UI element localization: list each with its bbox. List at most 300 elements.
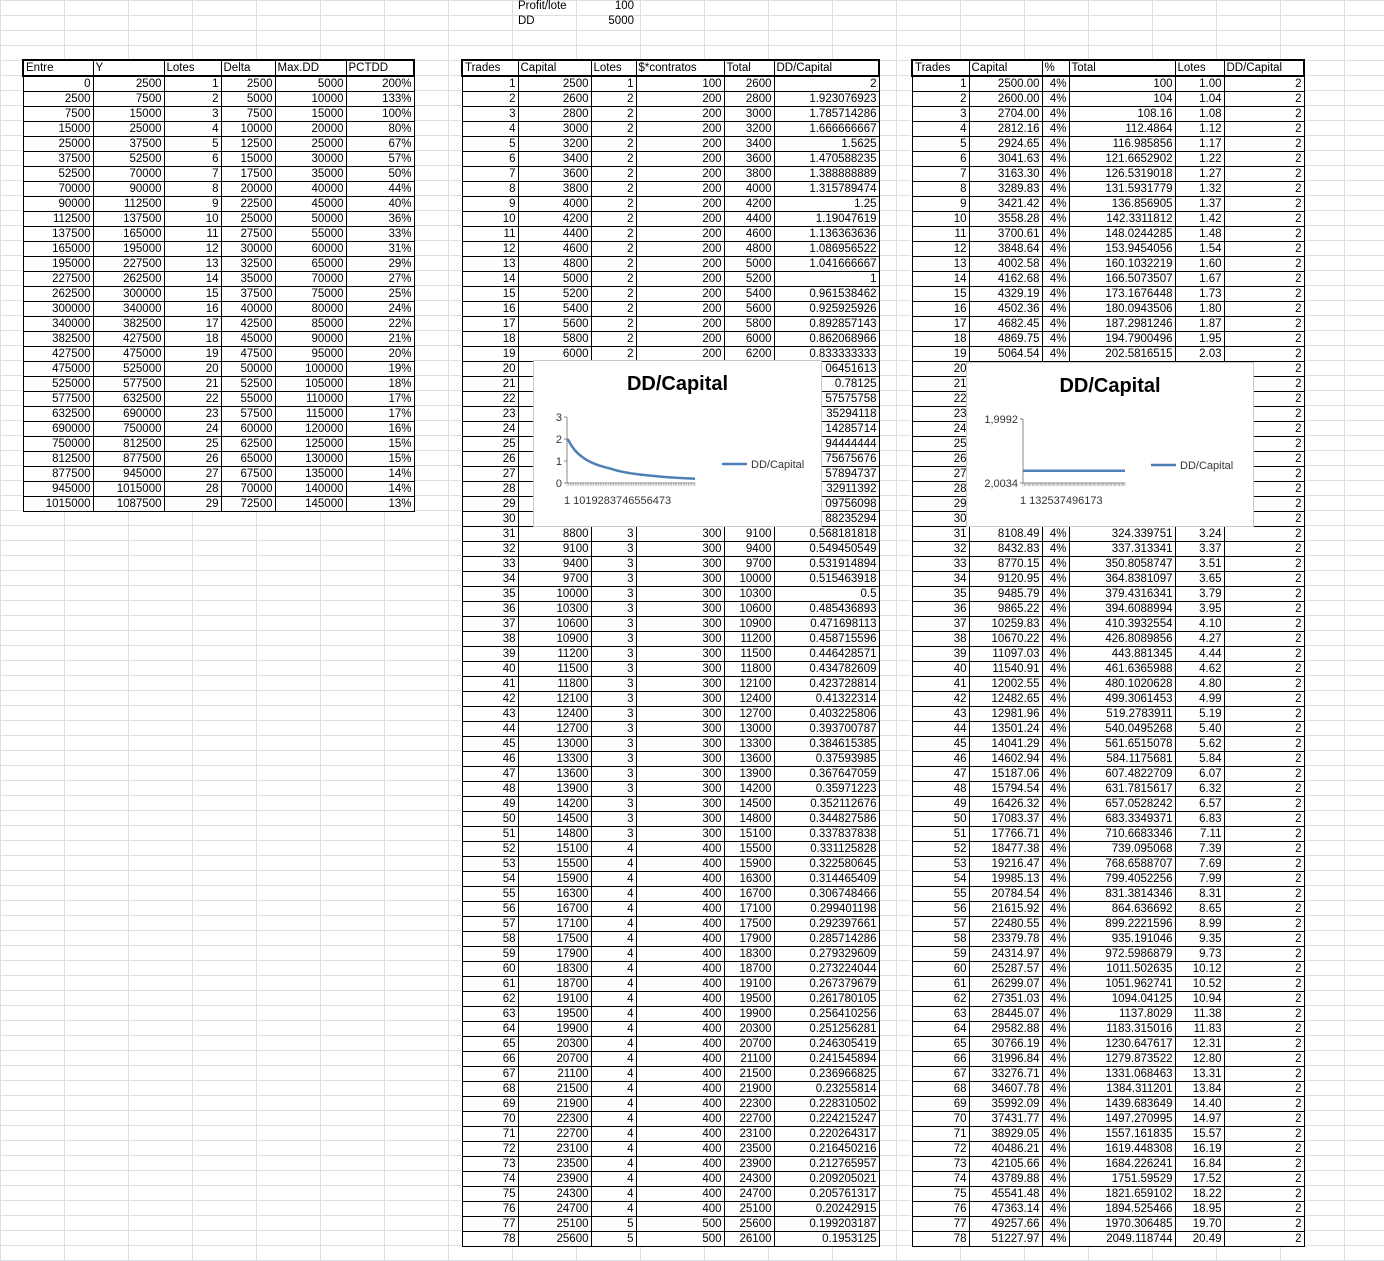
percent-table-cell[interactable]: 2	[1224, 707, 1304, 722]
lots-table-cell[interactable]: 40000	[275, 182, 346, 197]
lots-table-cell[interactable]: 85000	[275, 317, 346, 332]
trades-table-cell[interactable]: 400	[636, 1127, 724, 1142]
percent-table-cell[interactable]: 4%	[1042, 602, 1069, 617]
trades-table-cell[interactable]: 0.5	[774, 587, 879, 602]
percent-table-cell[interactable]: 25	[912, 437, 969, 452]
lots-table-cell[interactable]: 15000	[93, 107, 164, 122]
percent-table-cell[interactable]: 4%	[1042, 857, 1069, 872]
trades-table-cell[interactable]: 400	[636, 947, 724, 962]
trades-table-cell[interactable]: 19100	[724, 977, 774, 992]
percent-table-cell[interactable]: 11	[912, 227, 969, 242]
percent-table-cell[interactable]: 47	[912, 767, 969, 782]
lots-table-cell[interactable]: 31%	[346, 242, 414, 257]
percent-table-cell[interactable]: 4329.19	[969, 287, 1042, 302]
trades-table-cell[interactable]: 57894737	[774, 467, 879, 482]
trades-table-cell[interactable]: 200	[636, 257, 724, 272]
trades-table-cell[interactable]: 200	[636, 107, 724, 122]
lots-table-cell[interactable]: 65000	[275, 257, 346, 272]
lots-table-cell[interactable]: 27%	[346, 272, 414, 287]
percent-table-cell[interactable]: 19216.47	[969, 857, 1042, 872]
trades-table-cell[interactable]: 16300	[724, 872, 774, 887]
trades-table-cell[interactable]: 1.923076923	[774, 92, 879, 107]
trades-table-cell[interactable]: 100	[636, 76, 724, 92]
percent-table-cell[interactable]: 2	[1224, 257, 1304, 272]
percent-table-cell[interactable]: 2	[1224, 197, 1304, 212]
trades-table-cell[interactable]: 1.785714286	[774, 107, 879, 122]
trades-table-cell[interactable]: 0.458715596	[774, 632, 879, 647]
lots-table-cell[interactable]: 475000	[23, 362, 93, 377]
trades-table-cell[interactable]: 5	[591, 1217, 636, 1232]
lots-table-cell[interactable]: 45000	[221, 332, 275, 347]
trades-table-cell[interactable]: 4600	[724, 227, 774, 242]
percent-table-cell[interactable]: 36	[912, 602, 969, 617]
percent-table-cell[interactable]: 2.03	[1175, 347, 1224, 362]
percent-table-cell[interactable]: 43789.88	[969, 1172, 1042, 1187]
trades-table-cell[interactable]: 2	[591, 167, 636, 182]
lots-table-cell[interactable]: 15000	[275, 107, 346, 122]
trades-table-cell[interactable]: 1.470588235	[774, 152, 879, 167]
percent-table-cell[interactable]: 4%	[1042, 797, 1069, 812]
trades-table-cell[interactable]: 13900	[724, 767, 774, 782]
percent-table-cell[interactable]: 14.97	[1175, 1112, 1224, 1127]
lots-table-cell[interactable]: 24	[164, 422, 221, 437]
trades-table-cell[interactable]: 44	[462, 722, 518, 737]
trades-table-cell[interactable]: 5600	[518, 317, 591, 332]
trades-table-cell[interactable]: 1.086956522	[774, 242, 879, 257]
percent-table-cell[interactable]: 1.37	[1175, 197, 1224, 212]
lots-table-cell[interactable]: 62500	[221, 437, 275, 452]
param-value-dd[interactable]: 5000	[608, 15, 634, 27]
lots-table-cell[interactable]: 44%	[346, 182, 414, 197]
trades-table-cell[interactable]: 400	[636, 1067, 724, 1082]
trades-table-cell[interactable]: 5200	[518, 287, 591, 302]
percent-table-cell[interactable]: 2	[1224, 542, 1304, 557]
percent-table-cell[interactable]: 24	[912, 422, 969, 437]
trades-table-cell[interactable]: 16700	[724, 887, 774, 902]
trades-table-cell[interactable]: 2	[591, 257, 636, 272]
trades-table-cell[interactable]: 0.41322314	[774, 692, 879, 707]
trades-table-cell[interactable]: 4	[591, 1157, 636, 1172]
percent-table-cell[interactable]: 148.0244285	[1069, 227, 1175, 242]
percent-table-cell[interactable]: 2	[1224, 377, 1304, 392]
percent-table-cell[interactable]: 2924.65	[969, 137, 1042, 152]
lots-table-cell[interactable]: 110000	[275, 392, 346, 407]
percent-table-cell[interactable]: 2	[1224, 857, 1304, 872]
percent-table-cell[interactable]: 1279.873522	[1069, 1052, 1175, 1067]
percent-table-cell[interactable]: 2	[1224, 677, 1304, 692]
trades-table-cell[interactable]: 42	[462, 692, 518, 707]
percent-table-cell[interactable]: 35992.09	[969, 1097, 1042, 1112]
percent-table-cell[interactable]: 60	[912, 962, 969, 977]
trades-table-cell[interactable]: 25600	[724, 1217, 774, 1232]
lots-table-cell[interactable]: 15%	[346, 437, 414, 452]
percent-table-cell[interactable]: 3.37	[1175, 542, 1224, 557]
percent-table-header-cell[interactable]: Capital	[969, 60, 1042, 76]
trades-table-cell[interactable]: 70	[462, 1112, 518, 1127]
lots-table-cell[interactable]: 37500	[23, 152, 93, 167]
lots-table-cell[interactable]: 2500	[221, 76, 275, 92]
percent-table-cell[interactable]: 4%	[1042, 1052, 1069, 1067]
percent-table-cell[interactable]: 116.985856	[1069, 137, 1175, 152]
trades-table-cell[interactable]: 3600	[724, 152, 774, 167]
trades-table-cell[interactable]: 5600	[724, 302, 774, 317]
trades-table-header-cell[interactable]: Trades	[462, 60, 518, 76]
percent-table-cell[interactable]: 7	[912, 167, 969, 182]
percent-table-cell[interactable]: 4%	[1042, 1112, 1069, 1127]
percent-table-cell[interactable]: 2	[1224, 647, 1304, 662]
trades-table-cell[interactable]: 19	[462, 347, 518, 362]
lots-table-cell[interactable]: 100%	[346, 107, 414, 122]
trades-table-cell[interactable]: 200	[636, 152, 724, 167]
trades-table-cell[interactable]: 1.041666667	[774, 257, 879, 272]
percent-table-cell[interactable]: 20.49	[1175, 1232, 1224, 1247]
percent-table-cell[interactable]: 2	[1224, 602, 1304, 617]
trades-table-cell[interactable]: 400	[636, 977, 724, 992]
trades-table-cell[interactable]: 2	[591, 107, 636, 122]
trades-table-cell[interactable]: 67	[462, 1067, 518, 1082]
percent-table-cell[interactable]: 12.80	[1175, 1052, 1224, 1067]
percent-table-cell[interactable]: 11097.03	[969, 647, 1042, 662]
trades-table-cell[interactable]: 36	[462, 602, 518, 617]
lots-table-cell[interactable]: 18%	[346, 377, 414, 392]
percent-table-cell[interactable]: 4%	[1042, 737, 1069, 752]
percent-table-cell[interactable]: 2	[1224, 617, 1304, 632]
trades-table-cell[interactable]: 4	[591, 1007, 636, 1022]
trades-table-cell[interactable]: 47	[462, 767, 518, 782]
percent-table-cell[interactable]: 4%	[1042, 1097, 1069, 1112]
trades-table-cell[interactable]: 2	[591, 317, 636, 332]
lots-table-cell[interactable]: 140000	[275, 482, 346, 497]
trades-table-cell[interactable]: 300	[636, 767, 724, 782]
trades-table-cell[interactable]: 0.216450216	[774, 1142, 879, 1157]
lots-table-cell[interactable]: 5	[164, 137, 221, 152]
trades-table-cell[interactable]: 400	[636, 962, 724, 977]
percent-table-header-cell[interactable]: %	[1042, 60, 1069, 76]
lots-table-cell[interactable]: 15	[164, 287, 221, 302]
lots-table-cell[interactable]: 1015000	[23, 497, 93, 512]
trades-table-cell[interactable]: 23900	[724, 1157, 774, 1172]
percent-table-cell[interactable]: 2	[1224, 737, 1304, 752]
percent-table-cell[interactable]: 426.8089856	[1069, 632, 1175, 647]
percent-table-cell[interactable]: 15	[912, 287, 969, 302]
trades-table-cell[interactable]: 200	[636, 242, 724, 257]
percent-table-cell[interactable]: 4%	[1042, 962, 1069, 977]
percent-table-cell[interactable]: 8432.83	[969, 542, 1042, 557]
lots-table-cell[interactable]: 6	[164, 152, 221, 167]
lots-table-cell[interactable]: 14	[164, 272, 221, 287]
lots-table-cell[interactable]: 632500	[23, 407, 93, 422]
trades-table-cell[interactable]: 41	[462, 677, 518, 692]
lots-table-cell[interactable]: 20000	[221, 182, 275, 197]
percent-table-cell[interactable]: 51227.97	[969, 1232, 1042, 1247]
percent-table-cell[interactable]: 202.5816515	[1069, 347, 1175, 362]
trades-table-cell[interactable]: 0.228310502	[774, 1097, 879, 1112]
trades-table-cell[interactable]: 4	[591, 1052, 636, 1067]
percent-table-cell[interactable]: 4%	[1042, 167, 1069, 182]
trades-table-cell[interactable]: 2	[774, 76, 879, 92]
trades-table-cell[interactable]: 4	[591, 1082, 636, 1097]
percent-table-cell[interactable]: 45	[912, 737, 969, 752]
percent-table-cell[interactable]: 29	[912, 497, 969, 512]
percent-table-cell[interactable]: 7.39	[1175, 842, 1224, 857]
trades-table-cell[interactable]: 0.292397661	[774, 917, 879, 932]
trades-table-cell[interactable]: 2	[591, 287, 636, 302]
percent-table-cell[interactable]: 4	[912, 122, 969, 137]
trades-table-cell[interactable]: 18300	[518, 962, 591, 977]
trades-table-cell[interactable]: 4200	[518, 212, 591, 227]
percent-table-cell[interactable]: 9865.22	[969, 602, 1042, 617]
trades-table-cell[interactable]: 200	[636, 347, 724, 362]
percent-table-cell[interactable]: 55	[912, 887, 969, 902]
trades-table-cell[interactable]: 25100	[724, 1202, 774, 1217]
percent-table-cell[interactable]: 10.94	[1175, 992, 1224, 1007]
percent-table-cell[interactable]: 410.3932554	[1069, 617, 1175, 632]
percent-table-cell[interactable]: 5.84	[1175, 752, 1224, 767]
percent-table-cell[interactable]: 11540.91	[969, 662, 1042, 677]
percent-table-cell[interactable]: 1.60	[1175, 257, 1224, 272]
trades-table-cell[interactable]: 5400	[724, 287, 774, 302]
lots-table-cell[interactable]: 130000	[275, 452, 346, 467]
trades-table-cell[interactable]: 53	[462, 857, 518, 872]
percent-table-cell[interactable]: 34	[912, 572, 969, 587]
trades-table-cell[interactable]: 16700	[518, 902, 591, 917]
trades-table-cell[interactable]: 4	[591, 1067, 636, 1082]
trades-table-cell[interactable]: 3	[591, 812, 636, 827]
trades-table-cell[interactable]: 4000	[724, 182, 774, 197]
percent-table-cell[interactable]: 4%	[1042, 887, 1069, 902]
percent-table-cell[interactable]: 2	[1224, 962, 1304, 977]
trades-table-cell[interactable]: 4	[591, 1172, 636, 1187]
trades-table-cell[interactable]: 3	[591, 707, 636, 722]
trades-table-cell[interactable]: 17100	[724, 902, 774, 917]
trades-table-cell[interactable]: 21900	[724, 1082, 774, 1097]
trades-table-cell[interactable]: 19500	[518, 1007, 591, 1022]
percent-table-cell[interactable]: 4%	[1042, 527, 1069, 542]
trades-table-cell[interactable]: 400	[636, 887, 724, 902]
lots-table-cell[interactable]: 26	[164, 452, 221, 467]
percent-table-header-cell[interactable]: Lotes	[1175, 60, 1224, 76]
percent-table-cell[interactable]: 4%	[1042, 752, 1069, 767]
percent-table-cell[interactable]: 47363.14	[969, 1202, 1042, 1217]
percent-table-cell[interactable]: 1439.683649	[1069, 1097, 1175, 1112]
lots-table-cell[interactable]: 133%	[346, 92, 414, 107]
percent-table-cell[interactable]: 37431.77	[969, 1112, 1042, 1127]
lots-table-cell[interactable]: 90000	[23, 197, 93, 212]
percent-table-cell[interactable]: 17083.37	[969, 812, 1042, 827]
trades-table-cell[interactable]: 300	[636, 527, 724, 542]
lots-table-cell[interactable]: 20000	[275, 122, 346, 137]
percent-table-cell[interactable]: 4%	[1042, 992, 1069, 1007]
trades-table-cell[interactable]: 23100	[518, 1142, 591, 1157]
percent-table-cell[interactable]: 26	[912, 452, 969, 467]
lots-table-cell[interactable]: 227500	[93, 257, 164, 272]
percent-table-cell[interactable]: 50	[912, 812, 969, 827]
trades-table-cell[interactable]: 10000	[518, 587, 591, 602]
lots-table-cell[interactable]: 2	[164, 92, 221, 107]
trades-table-cell[interactable]: 0.261780105	[774, 992, 879, 1007]
percent-table-cell[interactable]: 499.3061453	[1069, 692, 1175, 707]
trades-table-cell[interactable]: 3	[591, 572, 636, 587]
percent-table-cell[interactable]: 2	[1224, 842, 1304, 857]
percent-table-cell[interactable]: 136.856905	[1069, 197, 1175, 212]
percent-table-cell[interactable]: 51	[912, 827, 969, 842]
percent-table-cell[interactable]: 56	[912, 902, 969, 917]
percent-table-cell[interactable]: 1557.161835	[1069, 1127, 1175, 1142]
trades-table-cell[interactable]: 65	[462, 1037, 518, 1052]
percent-table-cell[interactable]: 3421.42	[969, 197, 1042, 212]
percent-table-cell[interactable]: 11.38	[1175, 1007, 1224, 1022]
trades-table-cell[interactable]: 57	[462, 917, 518, 932]
lots-table-cell[interactable]: 17%	[346, 392, 414, 407]
lots-table-cell[interactable]: 65000	[221, 452, 275, 467]
percent-table-cell[interactable]: 31	[912, 527, 969, 542]
lots-table-cell[interactable]: 21%	[346, 332, 414, 347]
trades-table-cell[interactable]: 13300	[518, 752, 591, 767]
trades-table-cell[interactable]: 22700	[724, 1112, 774, 1127]
trades-table-cell[interactable]: 09756098	[774, 497, 879, 512]
percent-table-cell[interactable]: 4%	[1042, 902, 1069, 917]
percent-table-cell[interactable]: 3163.30	[969, 167, 1042, 182]
percent-table-cell[interactable]: 4.27	[1175, 632, 1224, 647]
trades-table-cell[interactable]: 300	[636, 722, 724, 737]
trades-table-cell[interactable]: 5	[462, 137, 518, 152]
trades-table-cell[interactable]: 3	[591, 557, 636, 572]
trades-table-cell[interactable]: 50	[462, 812, 518, 827]
percent-table-cell[interactable]: 30	[912, 512, 969, 527]
percent-table-cell[interactable]: 17	[912, 317, 969, 332]
trades-table-cell[interactable]: 5000	[724, 257, 774, 272]
percent-table-cell[interactable]: 57	[912, 917, 969, 932]
trades-table-cell[interactable]: 200	[636, 287, 724, 302]
trades-table-cell[interactable]: 3	[591, 722, 636, 737]
percent-table-cell[interactable]: 2	[1224, 242, 1304, 257]
lots-table-cell[interactable]: 90000	[93, 182, 164, 197]
percent-table-cell[interactable]: 1.17	[1175, 137, 1224, 152]
percent-table-cell[interactable]: 2500.00	[969, 76, 1042, 92]
trades-table-cell[interactable]: 19900	[518, 1022, 591, 1037]
percent-table-cell[interactable]: 69	[912, 1097, 969, 1112]
trades-table-cell[interactable]: 0.549450549	[774, 542, 879, 557]
lots-table-cell[interactable]: 340000	[93, 302, 164, 317]
percent-table-cell[interactable]: 8.99	[1175, 917, 1224, 932]
percent-table-cell[interactable]: 4%	[1042, 1127, 1069, 1142]
trades-table-cell[interactable]: 4800	[518, 257, 591, 272]
percent-table-cell[interactable]: 13.31	[1175, 1067, 1224, 1082]
lots-table-cell[interactable]: 525000	[23, 377, 93, 392]
lots-table-cell[interactable]: 24%	[346, 302, 414, 317]
trades-table-cell[interactable]: 14200	[518, 797, 591, 812]
percent-table-cell[interactable]: 13501.24	[969, 722, 1042, 737]
trades-table-cell[interactable]: 13000	[724, 722, 774, 737]
percent-table-cell[interactable]: 4%	[1042, 1007, 1069, 1022]
percent-table-cell[interactable]: 2	[1224, 917, 1304, 932]
percent-table-cell[interactable]: 3700.61	[969, 227, 1042, 242]
trades-table-cell[interactable]: 2	[591, 272, 636, 287]
percent-table-cell[interactable]: 49	[912, 797, 969, 812]
trades-table-cell[interactable]: 71	[462, 1127, 518, 1142]
trades-table-cell[interactable]: 200	[636, 212, 724, 227]
trades-table-cell[interactable]: 300	[636, 752, 724, 767]
percent-table-cell[interactable]: 864.636692	[1069, 902, 1175, 917]
lots-table-cell[interactable]: 52500	[93, 152, 164, 167]
trades-table-cell[interactable]: 3200	[724, 122, 774, 137]
trades-table-cell[interactable]: 1	[462, 76, 518, 92]
trades-table-cell[interactable]: 300	[636, 797, 724, 812]
trades-table-cell[interactable]: 0.20242915	[774, 1202, 879, 1217]
trades-table-cell[interactable]: 3400	[518, 152, 591, 167]
trades-table-cell[interactable]: 10900	[518, 632, 591, 647]
percent-table-cell[interactable]: 1.95	[1175, 332, 1224, 347]
percent-table-cell[interactable]: 2	[1224, 317, 1304, 332]
trades-table-cell[interactable]: 0.393700787	[774, 722, 879, 737]
lots-table-cell[interactable]: 15000	[23, 122, 93, 137]
trades-table-cell[interactable]: 29	[462, 497, 518, 512]
trades-table-cell[interactable]: 2800	[724, 92, 774, 107]
percent-table-cell[interactable]: 18	[912, 332, 969, 347]
percent-table-cell[interactable]: 4%	[1042, 347, 1069, 362]
trades-table-cell[interactable]: 2	[591, 302, 636, 317]
lots-table-cell[interactable]: 67500	[221, 467, 275, 482]
trades-table-cell[interactable]: 13300	[724, 737, 774, 752]
trades-table-cell[interactable]: 2	[591, 197, 636, 212]
percent-table-cell[interactable]: 2	[1224, 332, 1304, 347]
trades-table-cell[interactable]: 23500	[724, 1142, 774, 1157]
trades-table-cell[interactable]: 3800	[724, 167, 774, 182]
percent-table-cell[interactable]: 22	[912, 392, 969, 407]
trades-table-cell[interactable]: 3	[591, 737, 636, 752]
trades-table-cell[interactable]: 3	[591, 677, 636, 692]
trades-table-cell[interactable]: 10900	[724, 617, 774, 632]
trades-table-cell[interactable]: 400	[636, 1022, 724, 1037]
percent-table-cell[interactable]: 42105.66	[969, 1157, 1042, 1172]
percent-table-cell[interactable]: 3.79	[1175, 587, 1224, 602]
lots-table-cell[interactable]: 690000	[23, 422, 93, 437]
trades-table-cell[interactable]: 23500	[518, 1157, 591, 1172]
trades-table-cell[interactable]: 69	[462, 1097, 518, 1112]
trades-table-cell[interactable]: 2	[591, 227, 636, 242]
percent-table-cell[interactable]: 27	[912, 467, 969, 482]
percent-table-cell[interactable]: 59	[912, 947, 969, 962]
trades-table-cell[interactable]: 2	[591, 242, 636, 257]
trades-table-cell[interactable]: 18300	[724, 947, 774, 962]
percent-table-cell[interactable]: 2600.00	[969, 92, 1042, 107]
percent-table-cell[interactable]: 4%	[1042, 572, 1069, 587]
lots-table-cell[interactable]: 8	[164, 182, 221, 197]
percent-table-cell[interactable]: 1	[912, 76, 969, 92]
trades-table-cell[interactable]: 200	[636, 317, 724, 332]
trades-table-cell[interactable]: 400	[636, 992, 724, 1007]
lots-table-cell[interactable]: 60000	[275, 242, 346, 257]
percent-table-cell[interactable]: 1.08	[1175, 107, 1224, 122]
trades-table-cell[interactable]: 3	[591, 692, 636, 707]
percent-table-cell[interactable]: 2	[912, 92, 969, 107]
lots-table-cell[interactable]: 0	[23, 76, 93, 92]
percent-table-cell[interactable]: 5.62	[1175, 737, 1224, 752]
percent-table-cell[interactable]: 121.6652902	[1069, 152, 1175, 167]
trades-table-cell[interactable]: 300	[636, 647, 724, 662]
percent-table-cell[interactable]: 40	[912, 662, 969, 677]
percent-table-cell[interactable]: 100	[1069, 76, 1175, 92]
trades-table-cell[interactable]: 12100	[518, 692, 591, 707]
percent-table-cell[interactable]: 6.32	[1175, 782, 1224, 797]
lots-table-cell[interactable]: 35000	[275, 167, 346, 182]
trades-table-cell[interactable]: 14500	[518, 812, 591, 827]
trades-table-cell[interactable]: 400	[636, 857, 724, 872]
lots-table-cell[interactable]: 17	[164, 317, 221, 332]
lots-table-cell[interactable]: 36%	[346, 212, 414, 227]
percent-table-cell[interactable]: 46	[912, 752, 969, 767]
trades-table-cell[interactable]: 13900	[518, 782, 591, 797]
